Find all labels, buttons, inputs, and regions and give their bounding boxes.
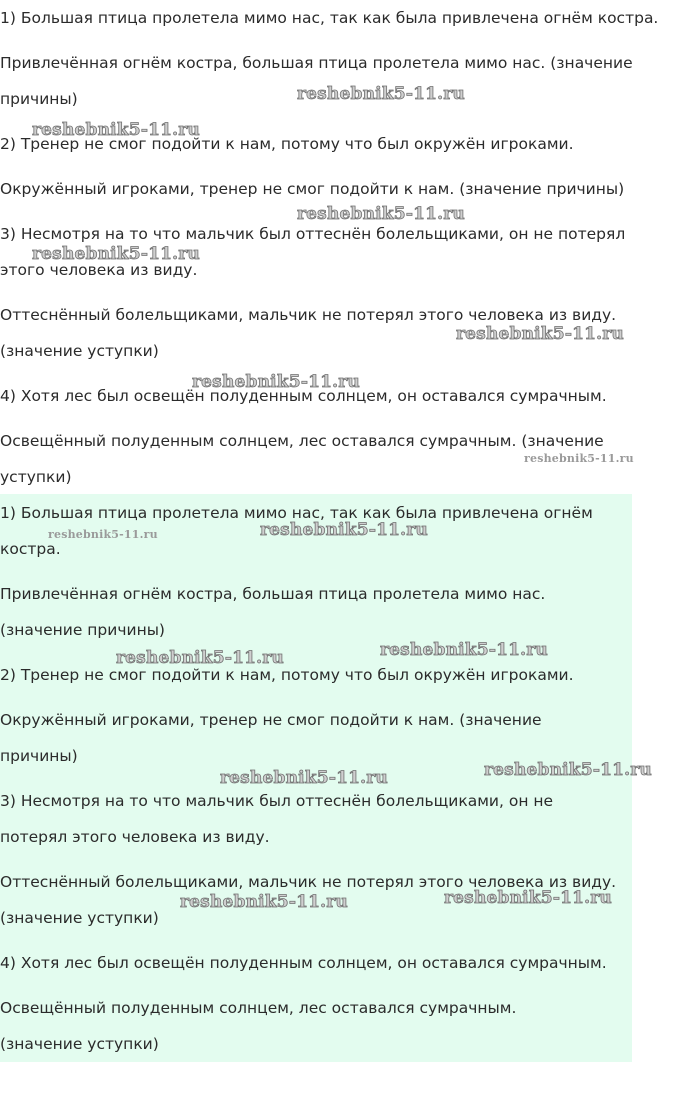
text-line: этого человека из виду.: [0, 261, 198, 279]
watermark: reshebnik5-11.ru: [32, 120, 200, 140]
watermark: reshebnik5-11.ru: [116, 648, 284, 668]
text-line: костра.: [0, 540, 61, 558]
text-line: 1) Большая птица пролетела мимо нас, так как была привлечена огнём костра.: [0, 9, 659, 27]
text-line: уступки): [0, 468, 72, 486]
text-line: 4) Хотя лес был освещён полуденным солнцем, он оставался сумрачным.: [0, 387, 607, 405]
text-line: потерял этого человека из виду.: [0, 828, 270, 846]
text-line: Привлечённая огнём костра, большая птица пролетела мимо нас. (значение: [0, 54, 633, 72]
text-line: Окружённый игроками, тренер не смог подойти к нам. (значение: [0, 711, 542, 729]
text-line: (значение уступки): [0, 1035, 159, 1053]
watermark: reshebnik5-11.ru: [456, 324, 624, 344]
watermark: reshebnik5-11.ru: [220, 768, 388, 788]
text-line: Освещённый полуденным солнцем, лес оставался сумрачным.: [0, 999, 517, 1017]
text-line: причины): [0, 747, 78, 765]
watermark: reshebnik5-11.ru: [297, 84, 465, 104]
watermark: reshebnik5-11.ru: [48, 528, 158, 541]
watermark: reshebnik5-11.ru: [484, 760, 652, 780]
text-line: Оттеснённый болельщиками, мальчик не потерял этого человека из виду.: [0, 306, 617, 324]
text-line: (значение причины): [0, 621, 165, 639]
watermark: reshebnik5-11.ru: [260, 520, 428, 540]
watermark: reshebnik5-11.ru: [192, 372, 360, 392]
watermark: reshebnik5-11.ru: [32, 244, 200, 264]
text-line: Оттеснённый болельщиками, мальчик не потерял этого человека из виду.: [0, 873, 617, 891]
watermark: reshebnik5-11.ru: [444, 888, 612, 908]
watermark: reshebnik5-11.ru: [297, 204, 465, 224]
text-line: 2) Тренер не смог подойти к нам, потому что был окружён игроками.: [0, 135, 574, 153]
text-line: Окружённый игроками, тренер не смог подойти к нам. (значение причины): [0, 180, 625, 198]
text-line: (значение уступки): [0, 342, 159, 360]
text-line: Освещённый полуденным солнцем, лес оставался сумрачным. (значение: [0, 432, 604, 450]
watermark: reshebnik5-11.ru: [180, 892, 348, 912]
watermark: reshebnik5-11.ru: [524, 452, 634, 465]
text-line: 3) Несмотря на то что мальчик был оттеснён болельщиками, он не потерял: [0, 225, 626, 243]
text-line: (значение уступки): [0, 909, 159, 927]
text-line: 2) Тренер не смог подойти к нам, потому что был окружён игроками.: [0, 666, 574, 684]
text-line: причины): [0, 90, 78, 108]
text-line: Привлечённая огнём костра, большая птица пролетела мимо нас.: [0, 585, 546, 603]
text-line: 3) Несмотря на то что мальчик был оттеснён болельщиками, он не: [0, 792, 554, 810]
text-line: 1) Большая птица пролетела мимо нас, так как была привлечена огнём: [0, 504, 593, 522]
text-line: 4) Хотя лес был освещён полуденным солнцем, он оставался сумрачным.: [0, 954, 607, 972]
watermark: reshebnik5-11.ru: [380, 640, 548, 660]
